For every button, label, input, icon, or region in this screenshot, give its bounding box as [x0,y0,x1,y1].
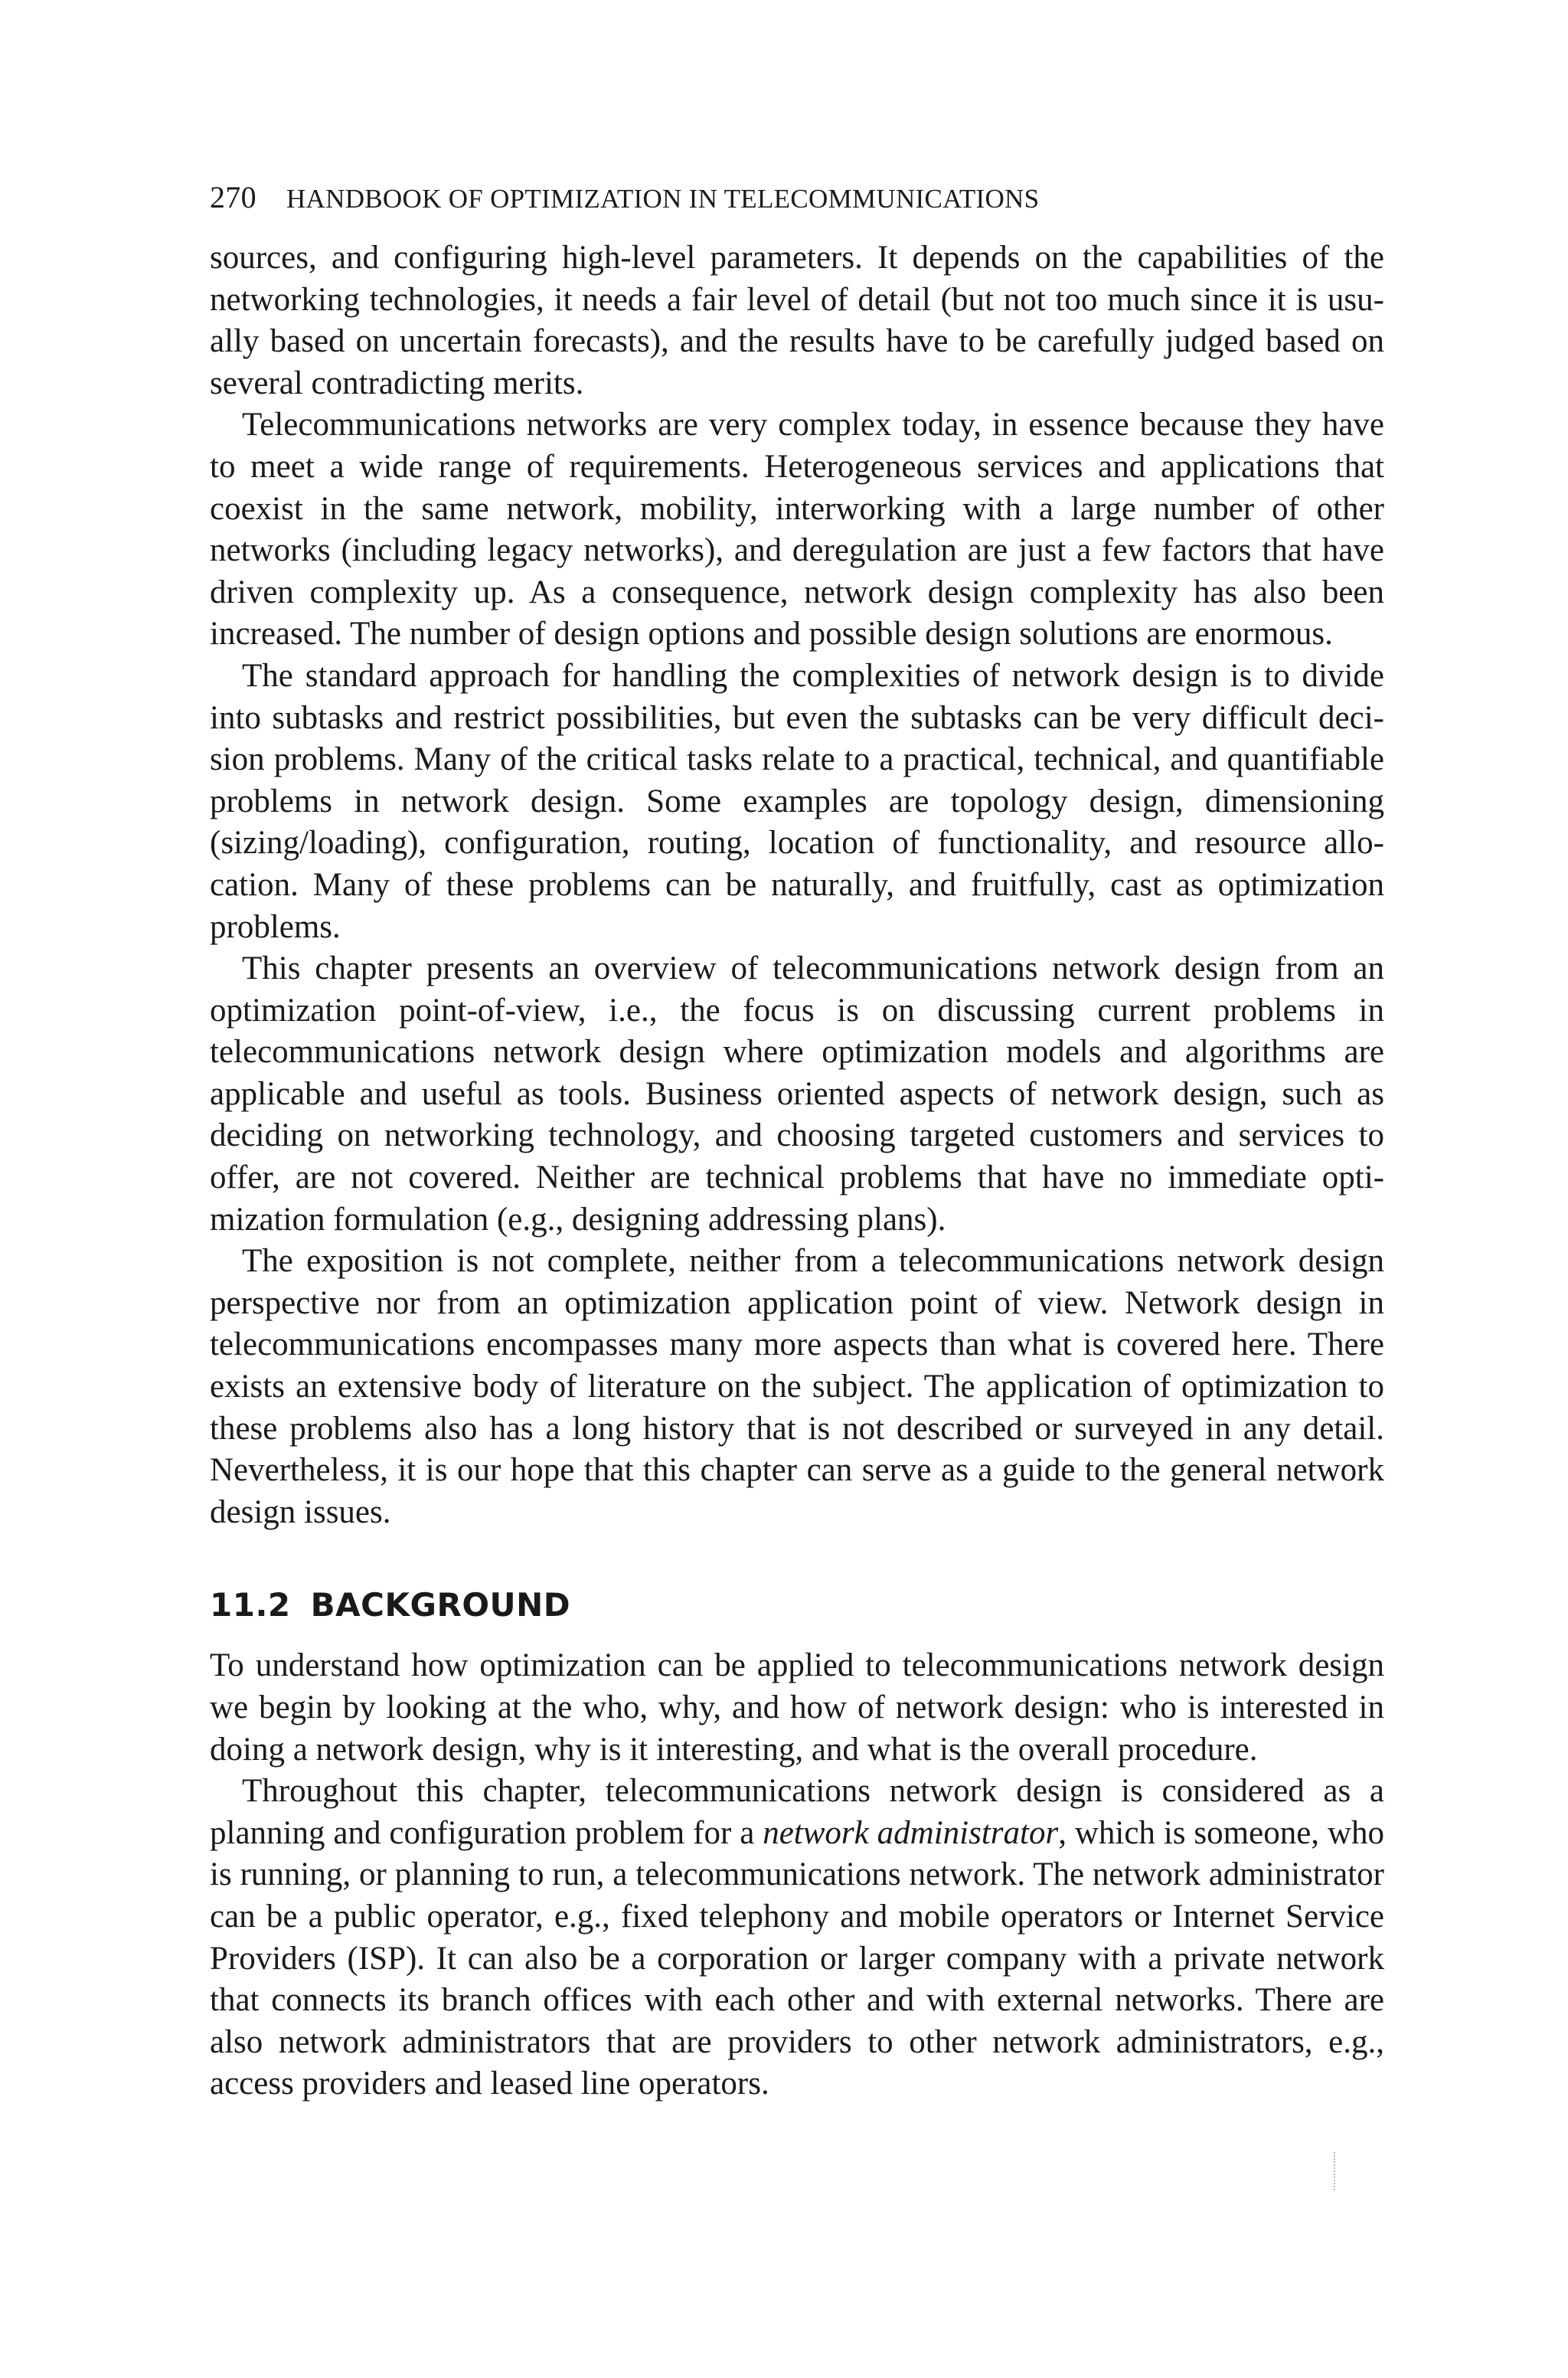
paragraph-continued: sources, and configuring high-level parameters. It depends on the capabilities of the networking technologies, it needs a fair level of detail (but not too much since it is usually based on uncertain forecasts), and the results have to be carefully judged based on several contradicting merits. [210,240,1384,401]
section-heading [210,1584,1384,1627]
text-after-emphasis: , which is someone, who is running, or planning to run, a telecommunications network. The network administrator can be a public operator, e.g., fixed telephony and mobile operators or Internet Service Providers (ISP). It can also be a corporation or larger company with a private network that connects its branch offices with each other and with external networks. There are also network administrators that are providers to other network administrators, e.g., access providers and leased line operators. [210,1814,1384,2102]
paragraph-complexity: Telecommunications networks are very complex today, in essence because they have to meet a wide range of requirements. Heterogeneous services and applications that coexist in the same network, mobility, interworking with a large number of other networks (including legacy networks), and deregulation are just a few factors that have driven complexity up. As a consequence, network design complexity has also been increased. The number of design options and possible design solutions are enormous. [210,407,1384,653]
paragraph-standard-approach: The standard approach for handling the complexities of network design is to divide into subtasks and restrict possibilities, but even the subtasks can be very difficult decision problems. Many of the critical tasks relate to a practical, technical, and quantifiable problems in network design. Some examples are topology design, dimensioning (sizing/loading), configuration, routing, location of functionality, and resource allocation. Many of these problems can be naturally, and fruitfully, cast as optimization problems. [210,657,1384,945]
paragraph-network-administrator [210,1771,1384,2105]
paragraph-chapter-overview: This chapter presents an overview of telecommunications network design from an optimization point-of-view, i.e., the focus is on discussing current problems in telecommunications network design where optimization models and algorithms are applicable and useful as tools. Business oriented aspects of network design, such as deciding on networking technology, and choosing targeted customers and services to offer, are not covered. Neither are technical problems that have no immediate optimization formulation (e.g., designing addressing plans). [210,950,1384,1238]
section-title: BACKGROUND [310,1586,571,1624]
section-number: 11.2 [210,1586,291,1624]
paragraph-exposition: The exposition is not complete, neither from a telecommunications network design perspective nor from an optimization application point of view. Network design in telecommunications encompasses many more aspects than what is covered here. There exists an extensive body of literature on the subject. The application of optimization to these problems also has a long history that is not described or surveyed in any detail. Nevertheless, it is our hope that this chapter can serve as a guide to the general network design issues. [210,1243,1384,1530]
paragraph-background-intro: To understand how optimization can be applied to telecommunications network design we begin by looking at the who, why, and how of network design: who is interested in doing a network design, why is it interesting, and what is the overall procedure. [210,1647,1384,1768]
page-number: 270 [210,180,256,214]
running-title: HANDBOOK OF OPTIMIZATION IN TELECOMMUNICATIONS [286,184,1040,214]
running-header [210,181,1384,216]
scan-margin-mark [1334,2152,1337,2190]
text-before-emphasis: Throughout this chapter, telecommunications network design is considered as a planning and configuration problem for a [210,1773,1384,1851]
book-page [210,181,1384,2105]
emphasized-term: network administrator [763,1814,1059,1851]
